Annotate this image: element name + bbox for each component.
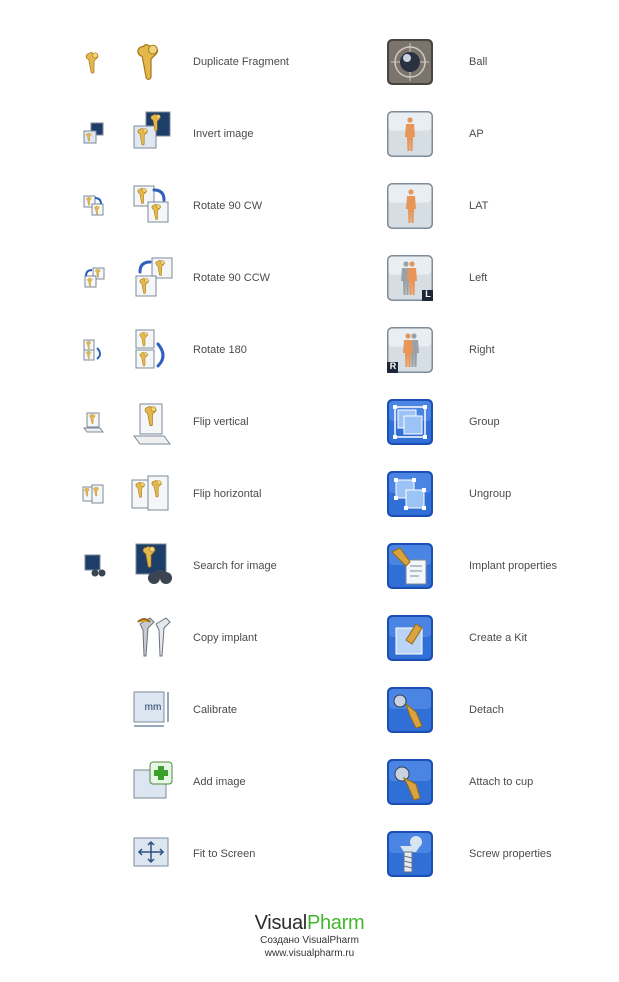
icon-label: Left [469,272,488,284]
icon-row-copy-implant[interactable] [80,614,310,662]
icon-row-search-for-image[interactable] [80,542,310,590]
add-image-icon [130,758,178,806]
invert-image-icon [130,110,178,158]
brand-logo [0,912,619,934]
rotate-90-cw-icon [130,182,178,230]
icon-label: Implant properties [469,560,558,572]
icon-row-create-kit[interactable] [386,614,606,662]
view-badge: L [425,289,431,299]
screw-properties-icon [386,830,434,878]
icon-label: Search for image [193,560,277,572]
icon-row-detach[interactable] [386,686,606,734]
icon-row-flip-vertical[interactable] [80,398,310,446]
credit-text: Создано VisualPharm [260,935,359,946]
fit-to-screen-icon [130,830,178,878]
search-for-image-small-icon [82,554,106,578]
copy-implant-icon [130,614,178,662]
icon-label: Rotate 90 CW [193,200,263,212]
icon-label: Rotate 90 CCW [193,272,271,284]
site-url[interactable]: www.visualpharm.ru [264,948,355,959]
invert-image-small-icon [82,122,106,146]
icon-row-attach-to-cup[interactable] [386,758,606,806]
ap-view-icon [386,110,434,158]
flip-horizontal-small-icon [82,482,106,506]
icon-label: Duplicate Fragment [193,56,289,68]
search-for-image-icon [130,542,178,590]
icon-row-rotate-180[interactable] [80,326,310,374]
flip-vertical-small-icon [82,410,106,434]
rotate-90-ccw-small-icon [82,266,106,290]
duplicate-fragment-small-icon [82,50,106,74]
icon-label: Calibrate [193,704,238,716]
icon-row-ungroup[interactable] [386,470,606,518]
implant-properties-icon [386,542,434,590]
icon-label: Right [469,344,495,356]
flip-vertical-icon [130,398,178,446]
brand-part-visual: Visual [254,912,307,934]
brand-part-pharm: Pharm [306,912,365,934]
icon-label: Fit to Screen [193,848,256,860]
icon-label: Ball [469,56,488,68]
icon-label: Detach [469,704,504,716]
icon-row-fit-to-screen[interactable] [80,830,310,878]
icon-label: Copy implant [193,632,258,644]
icon-row-screw-properties[interactable] [386,830,606,878]
ungroup-icon [386,470,434,518]
icon-label: Invert image [193,128,254,140]
group-icon [386,398,434,446]
icon-row-ball[interactable] [386,38,606,86]
icon-label: Flip horizontal [193,488,262,500]
duplicate-fragment-icon [130,38,178,86]
lat-view-icon [386,182,434,230]
icon-row-implant-properties[interactable] [386,542,606,590]
create-kit-icon [386,614,434,662]
icon-label: Add image [193,776,246,788]
ball-icon [386,38,434,86]
icon-label: Ungroup [469,488,512,500]
icon-label: LAT [469,200,489,212]
icon-label: Group [469,416,500,428]
rotate-90-cw-small-icon [82,194,106,218]
icon-label: Screw properties [469,848,552,860]
icon-row-invert-image[interactable] [80,110,310,158]
icon-row-calibrate[interactable] [80,686,310,734]
flip-horizontal-icon [130,470,178,518]
icon-label: Attach to cup [469,776,534,788]
icon-label: Create a Kit [469,632,528,644]
detach-icon [386,686,434,734]
rotate-180-icon [130,326,178,374]
icon-row-lat-view[interactable] [386,182,606,230]
icon-row-duplicate-fragment[interactable] [80,38,310,86]
icon-row-rotate-90-ccw[interactable] [80,254,310,302]
icon-row-add-image[interactable] [80,758,310,806]
icon-row-left-view[interactable] [386,254,606,302]
icon-row-group[interactable] [386,398,606,446]
icon-row-rotate-90-cw[interactable] [80,182,310,230]
icon-label: AP [469,128,484,140]
view-badge: R [389,361,397,371]
icon-row-flip-horizontal[interactable] [80,470,310,518]
icon-row-right-view[interactable] [386,326,606,374]
rotate-180-small-icon [82,338,106,362]
icon-label: Rotate 180 [193,344,247,356]
calibrate-unit-text: mm [144,702,162,713]
rotate-90-ccw-icon [130,254,178,302]
footer [0,912,619,960]
icon-row-ap-view[interactable] [386,110,606,158]
attach-to-cup-icon [386,758,434,806]
icon-label: Flip vertical [193,416,249,428]
